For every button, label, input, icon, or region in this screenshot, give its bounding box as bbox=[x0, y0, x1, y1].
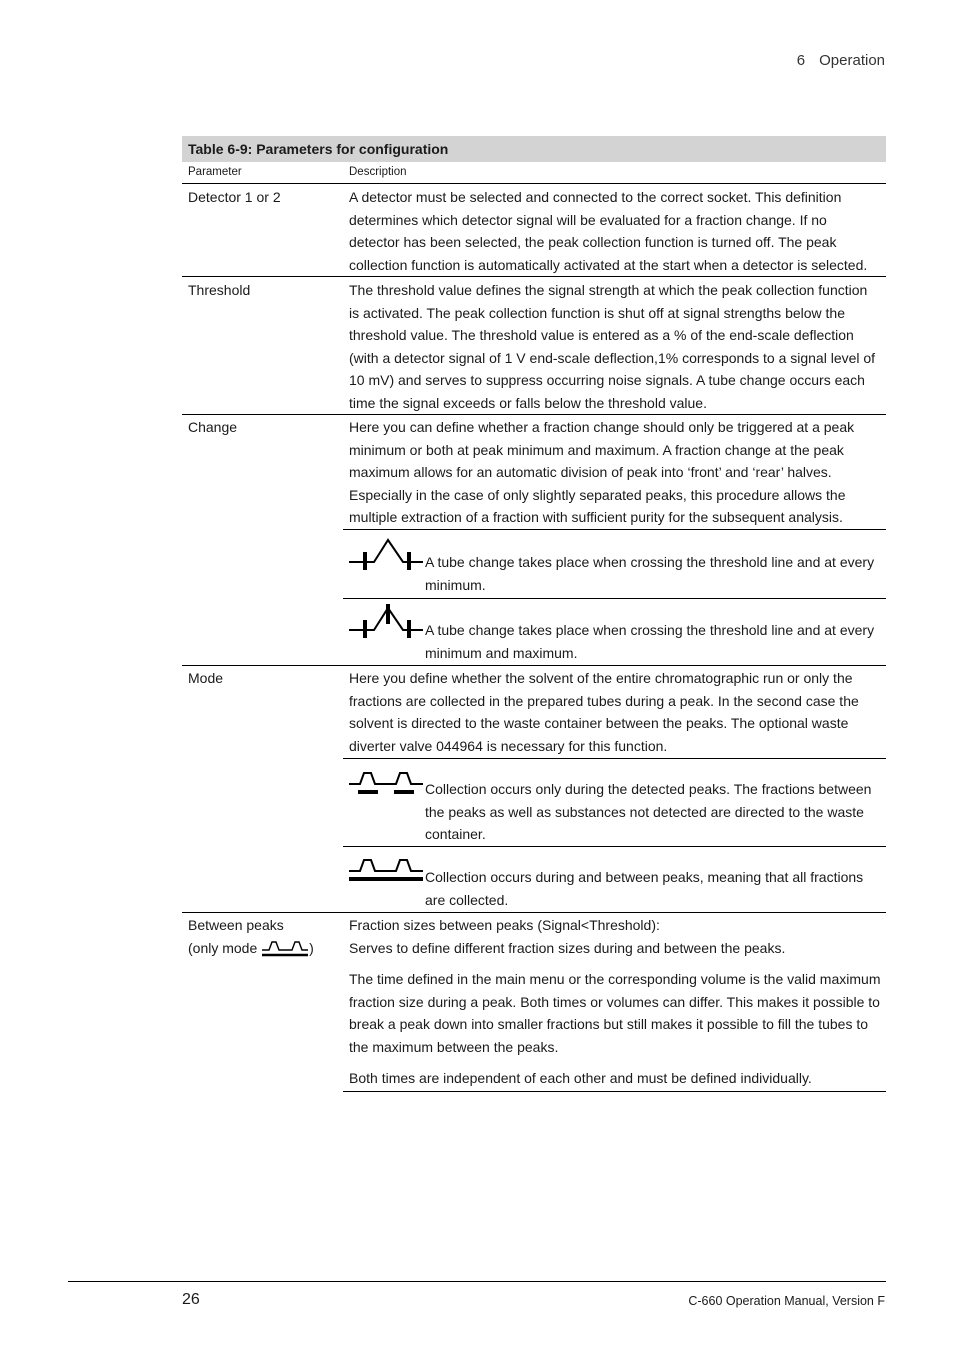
sub-row-divider bbox=[343, 529, 886, 530]
desc-threshold: The threshold value defines the signal strength at which the peak collection function is activated. The peak collection function is shut off at signal strengths below the threshold value. The threshold value is entered as a % of the end-scale deflection (with a detector signal of 1 V end-scale deflection,1% corresponds to a signal level of 10 mV) and serves to suppress occurring noise signals. A tube change occurs each time the signal exceeds or falls below the threshold value. bbox=[349, 282, 876, 411]
param-detector: Detector 1 or 2 bbox=[188, 189, 281, 205]
column-header-description: Description bbox=[349, 166, 407, 178]
desc-mode: Here you define whether the solvent of the entire chromatographic run or only the fractions are collected in the prepared tubes during a peak. In the second case the solvent is directed to the waste container between the peaks. The optional waste diverter valve 044964 is necessary for this function. bbox=[349, 670, 859, 754]
desc-between-peaks-3: Both times are independent of each other and must be defined individually. bbox=[349, 1070, 812, 1086]
option-change-min-max: A tube change takes place when crossing the threshold line and at every minimum and maximum. bbox=[425, 622, 875, 661]
param-between-peaks: Between peaks bbox=[188, 917, 284, 933]
table-title-bar bbox=[182, 136, 886, 162]
tube-change-min-max-icon bbox=[348, 602, 424, 640]
document-title: C-660 Operation Manual, Version F bbox=[688, 1294, 885, 1308]
param-mode: Mode bbox=[188, 670, 224, 686]
param-between-peaks-mode: (only mode ) bbox=[188, 940, 314, 956]
sub-row-divider bbox=[343, 758, 886, 759]
header-divider bbox=[182, 183, 886, 184]
collect-peaks-only-icon bbox=[348, 767, 424, 797]
page-number: 26 bbox=[182, 1291, 200, 1308]
chapter-number: 6 bbox=[796, 52, 806, 69]
collect-all-mode-icon bbox=[261, 939, 309, 957]
table-title: Table 6-9: Parameters for configuration bbox=[188, 141, 449, 157]
option-mode-peaks: Collection occurs only during the detected peaks. The fractions between the peaks as well as substances not detected are directed to the waste container. bbox=[425, 781, 872, 842]
option-mode-all: Collection occurs during and between peaks, meaning that all fractions are collected. bbox=[425, 869, 864, 908]
row-divider bbox=[182, 414, 886, 415]
desc-change: Here you can define whether a fraction change should only be triggered at a peak minimum or both at peak minimum and maximum. A fraction change at the peak maximum allows for an automatic division of peak into ‘front’ and ‘rear’ halves. Especially in the case of only slightly separated peaks, this procedure allows the multiple extraction of a fraction with sufficient purity for the subsequent analysis. bbox=[349, 419, 855, 525]
sub-row-divider bbox=[343, 846, 886, 847]
row-divider bbox=[182, 665, 886, 666]
row-divider bbox=[182, 912, 886, 913]
footer-rule bbox=[68, 1281, 886, 1282]
param-threshold: Threshold bbox=[188, 282, 251, 298]
chapter-title: Operation bbox=[819, 52, 885, 69]
running-header bbox=[797, 52, 885, 69]
table-bottom-rule bbox=[343, 1091, 886, 1092]
desc-between-peaks-2: The time defined in the main menu or the corresponding volume is the valid maximum fraction size during a peak. Both times or volumes can differ. This makes it possible to break a peak down into smaller fractions but still makes it possible to fill the tubes to the maximum between the peaks. bbox=[349, 971, 881, 1055]
param-change: Change bbox=[188, 419, 238, 435]
tube-change-minimum-icon bbox=[348, 534, 424, 572]
desc-between-peaks-1: Fraction sizes between peaks (Signal<Threshold): Serves to define different fraction sizes during and between the peaks. bbox=[349, 917, 786, 956]
row-divider bbox=[182, 276, 886, 277]
collect-all-icon bbox=[348, 854, 424, 884]
column-header-parameter: Parameter bbox=[188, 166, 242, 178]
desc-detector: A detector must be selected and connected to the correct socket. This definition determines which detector signal will be evaluated for a fraction change. If no detector has been selected, the peak collection function is turned off. The peak collection function is automatically activated at the start when a detector is selected. bbox=[349, 189, 868, 273]
option-change-minimum: A tube change takes place when crossing the threshold line and at every minimum. bbox=[425, 554, 875, 593]
sub-row-divider bbox=[343, 598, 886, 599]
